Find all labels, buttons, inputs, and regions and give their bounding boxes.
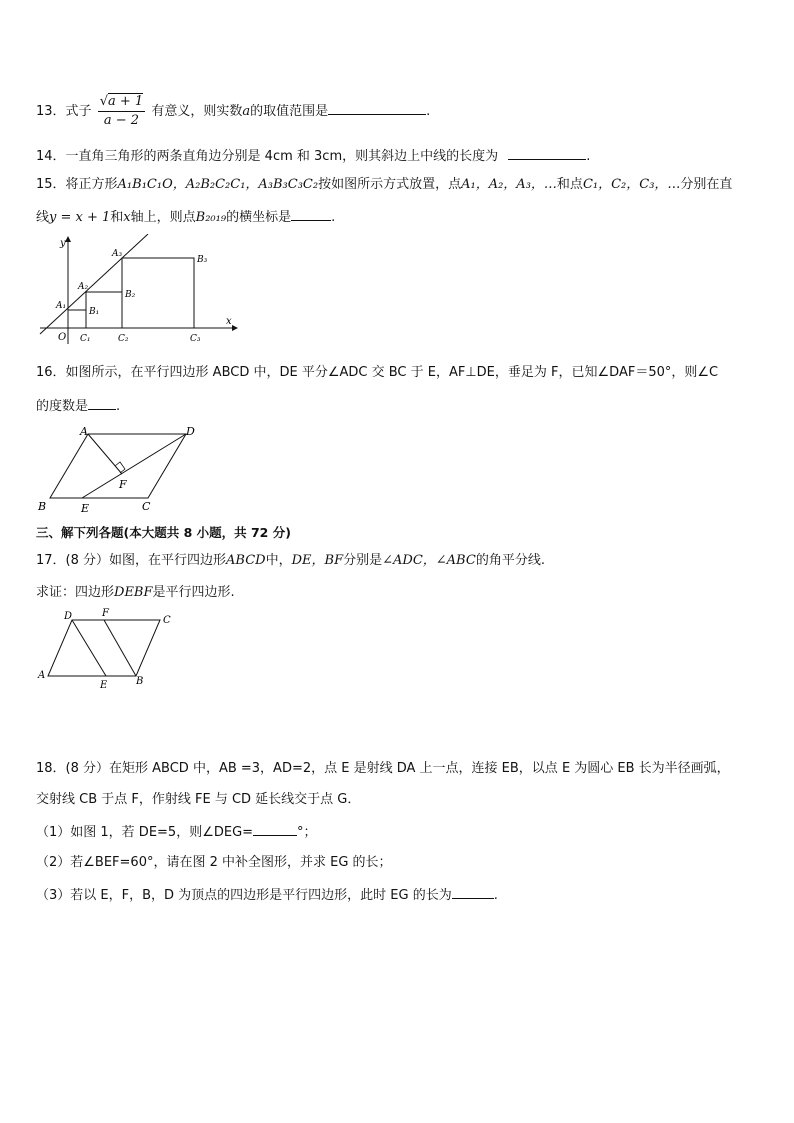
q15-target: B₂₀₁₉ <box>195 210 227 225</box>
q15-label-O: O <box>58 332 67 343</box>
q13 <box>36 93 430 130</box>
q13-var: a <box>242 104 251 119</box>
q13-fraction <box>98 93 145 130</box>
q17-line1 <box>36 552 545 570</box>
q18-sub3-end: . <box>493 888 498 903</box>
q16-text2: 的度数是 <box>36 399 89 414</box>
q17-line2-prefix: 求证：四边形 <box>36 585 115 600</box>
q16-label-B: B <box>38 500 47 513</box>
q15-figure <box>36 234 246 349</box>
q15-square-1 <box>68 310 86 328</box>
q17-figure <box>36 606 181 692</box>
q13-answer-blank[interactable] <box>328 101 426 115</box>
q16-label-E: E <box>81 502 90 515</box>
q15-label-x: x <box>226 316 232 327</box>
q15-points-c: C₁，C₂，C₃，… <box>582 177 681 192</box>
q15-label-B2: B₂ <box>125 290 136 300</box>
q18-line1: 18．(8 分）在矩形 ABCD 中，AB =3，AD=2，点 E 是射线 DA 上一点，连接 EB，以点 E 为圆心 EB 长为半径画弧， <box>36 761 730 776</box>
q17-label-B: B <box>136 676 144 687</box>
q17-label-C: C <box>163 615 171 626</box>
q15-label-B1: B₁ <box>89 307 100 317</box>
q17-segment-BF <box>104 620 136 676</box>
arrow-up-icon <box>65 236 71 242</box>
q16-answer-blank[interactable] <box>88 396 116 410</box>
q13-suffix: 的取值范围是 <box>250 104 329 119</box>
q16-segment-AF <box>88 434 122 474</box>
q13-end: . <box>426 104 431 119</box>
q16-label-D: D <box>186 425 195 438</box>
q18-sub1 <box>36 822 317 842</box>
q17-mid2: 分别是 <box>343 553 383 568</box>
q17-lines: DE，BF <box>291 553 344 568</box>
q15-points-a: A₁，A₂，A₃，… <box>461 177 557 192</box>
q16-segment-DE <box>82 434 186 498</box>
q18-sub3-prefix: （3）若以 E，F，B，D 为顶点的四边形是平行四边形，此时 EG 的长为 <box>36 888 452 903</box>
q17-line2-end: 是平行四边形. <box>152 585 235 600</box>
q15-label-C1: C₁ <box>80 334 91 344</box>
arrow-right-icon <box>232 325 238 331</box>
q15-and: 和点 <box>556 177 583 192</box>
q18-sub2: （2）若∠BEF=60°，请在图 2 中补全图形，并求 EG 的长； <box>36 855 392 870</box>
q18-sub1-prefix: （1）如图 1，若 DE=5，则∠DEG= <box>36 825 254 840</box>
q16-parallelogram <box>50 434 186 498</box>
q17-shape: ABCD <box>226 553 266 568</box>
q15-label-B3: B₃ <box>197 255 208 265</box>
q16-end: . <box>116 399 121 414</box>
q15-end: . <box>331 210 336 225</box>
q17-label-E: E <box>100 680 108 691</box>
q17-prefix: 17．(8 分）如图，在平行四边形 <box>36 553 227 568</box>
q17-angles: ∠ADC，∠ABC <box>382 553 476 568</box>
q16-figure <box>36 424 211 516</box>
q18-sub1-blank[interactable] <box>253 822 297 836</box>
q14-text: 14．一直角三角形的两条直角边分别是 4cm 和 3cm，则其斜边上中线的长度为 <box>36 149 499 164</box>
q15-axis: x <box>123 210 131 225</box>
q13-denominator: a − 2 <box>103 113 140 128</box>
q14-answer-blank[interactable] <box>508 146 586 160</box>
q17-label-F: F <box>102 608 109 619</box>
q15-line-eq: y = x + 1 <box>49 210 111 225</box>
q15-line2 <box>36 207 335 227</box>
q17-mid: 中， <box>265 553 292 568</box>
q17-parallelogram <box>48 620 160 676</box>
q13-numerator: √a + 1 <box>98 93 145 112</box>
q16-text1: 16．如图所示，在平行四边形 ABCD 中，DE 平分∠ADC 交 BC 于 E，AF⊥DE，垂足为 F，已知∠DAF＝50°，则∠C <box>36 365 719 380</box>
q16-line1 <box>36 364 718 382</box>
q17-quad: DEBF <box>114 585 153 600</box>
q15-mid: 按如图所示方式放置，点 <box>318 177 462 192</box>
q18-sub3 <box>36 885 498 905</box>
q15-line2-mid2: 轴上，则点 <box>130 210 196 225</box>
q16-label-A: A <box>80 425 88 438</box>
q15-label-A3: A₃ <box>112 249 123 259</box>
q17-segment-DE <box>72 620 106 676</box>
q15-line2-end: 的横坐标是 <box>226 210 292 225</box>
q15-label-y: y <box>60 238 66 249</box>
q15-label-A2: A₂ <box>78 282 89 292</box>
q16-label-C: C <box>142 500 151 513</box>
q14-end: . <box>586 149 591 164</box>
sqrt-icon: √ <box>99 94 108 109</box>
q15-label-C3: C₃ <box>190 334 201 344</box>
q17-label-A: A <box>38 670 46 681</box>
q17-end: 的角平分线. <box>475 553 545 568</box>
q15-line2-prefix: 线 <box>36 210 50 225</box>
q15-squares: A₁B₁C₁O，A₂B₂C₂C₁，A₃B₃C₃C₂ <box>117 177 319 192</box>
q18-sub3-blank[interactable] <box>452 885 494 899</box>
q13-prefix: 13．式子 <box>36 104 92 119</box>
q15-label-A1: A₁ <box>56 301 67 311</box>
q18-sub1-end: °； <box>297 825 317 840</box>
q15-line-y-x-plus-1 <box>40 234 148 334</box>
q15-answer-blank[interactable] <box>291 207 331 221</box>
q15-prefix: 15．将正方形 <box>36 177 118 192</box>
q15-line2-mid: 和 <box>110 210 124 225</box>
q18-line2: 交射线 CB 于点 F，作射线 FE 与 CD 延长线交于点 G． <box>36 792 361 807</box>
q13-middle: 有意义，则实数 <box>151 104 243 119</box>
q16-label-F: F <box>119 478 127 491</box>
q16-line2 <box>36 396 120 416</box>
q15-line1 <box>36 176 732 194</box>
q17-label-D: D <box>64 611 73 622</box>
q15-line1-end: 分别在直 <box>680 177 733 192</box>
q15-label-C2: C₂ <box>118 334 129 344</box>
section3-title: 三、解下列各题(本大题共 8 小题，共 72 分) <box>36 525 291 540</box>
q17-line2 <box>36 584 235 602</box>
q14 <box>36 146 590 166</box>
